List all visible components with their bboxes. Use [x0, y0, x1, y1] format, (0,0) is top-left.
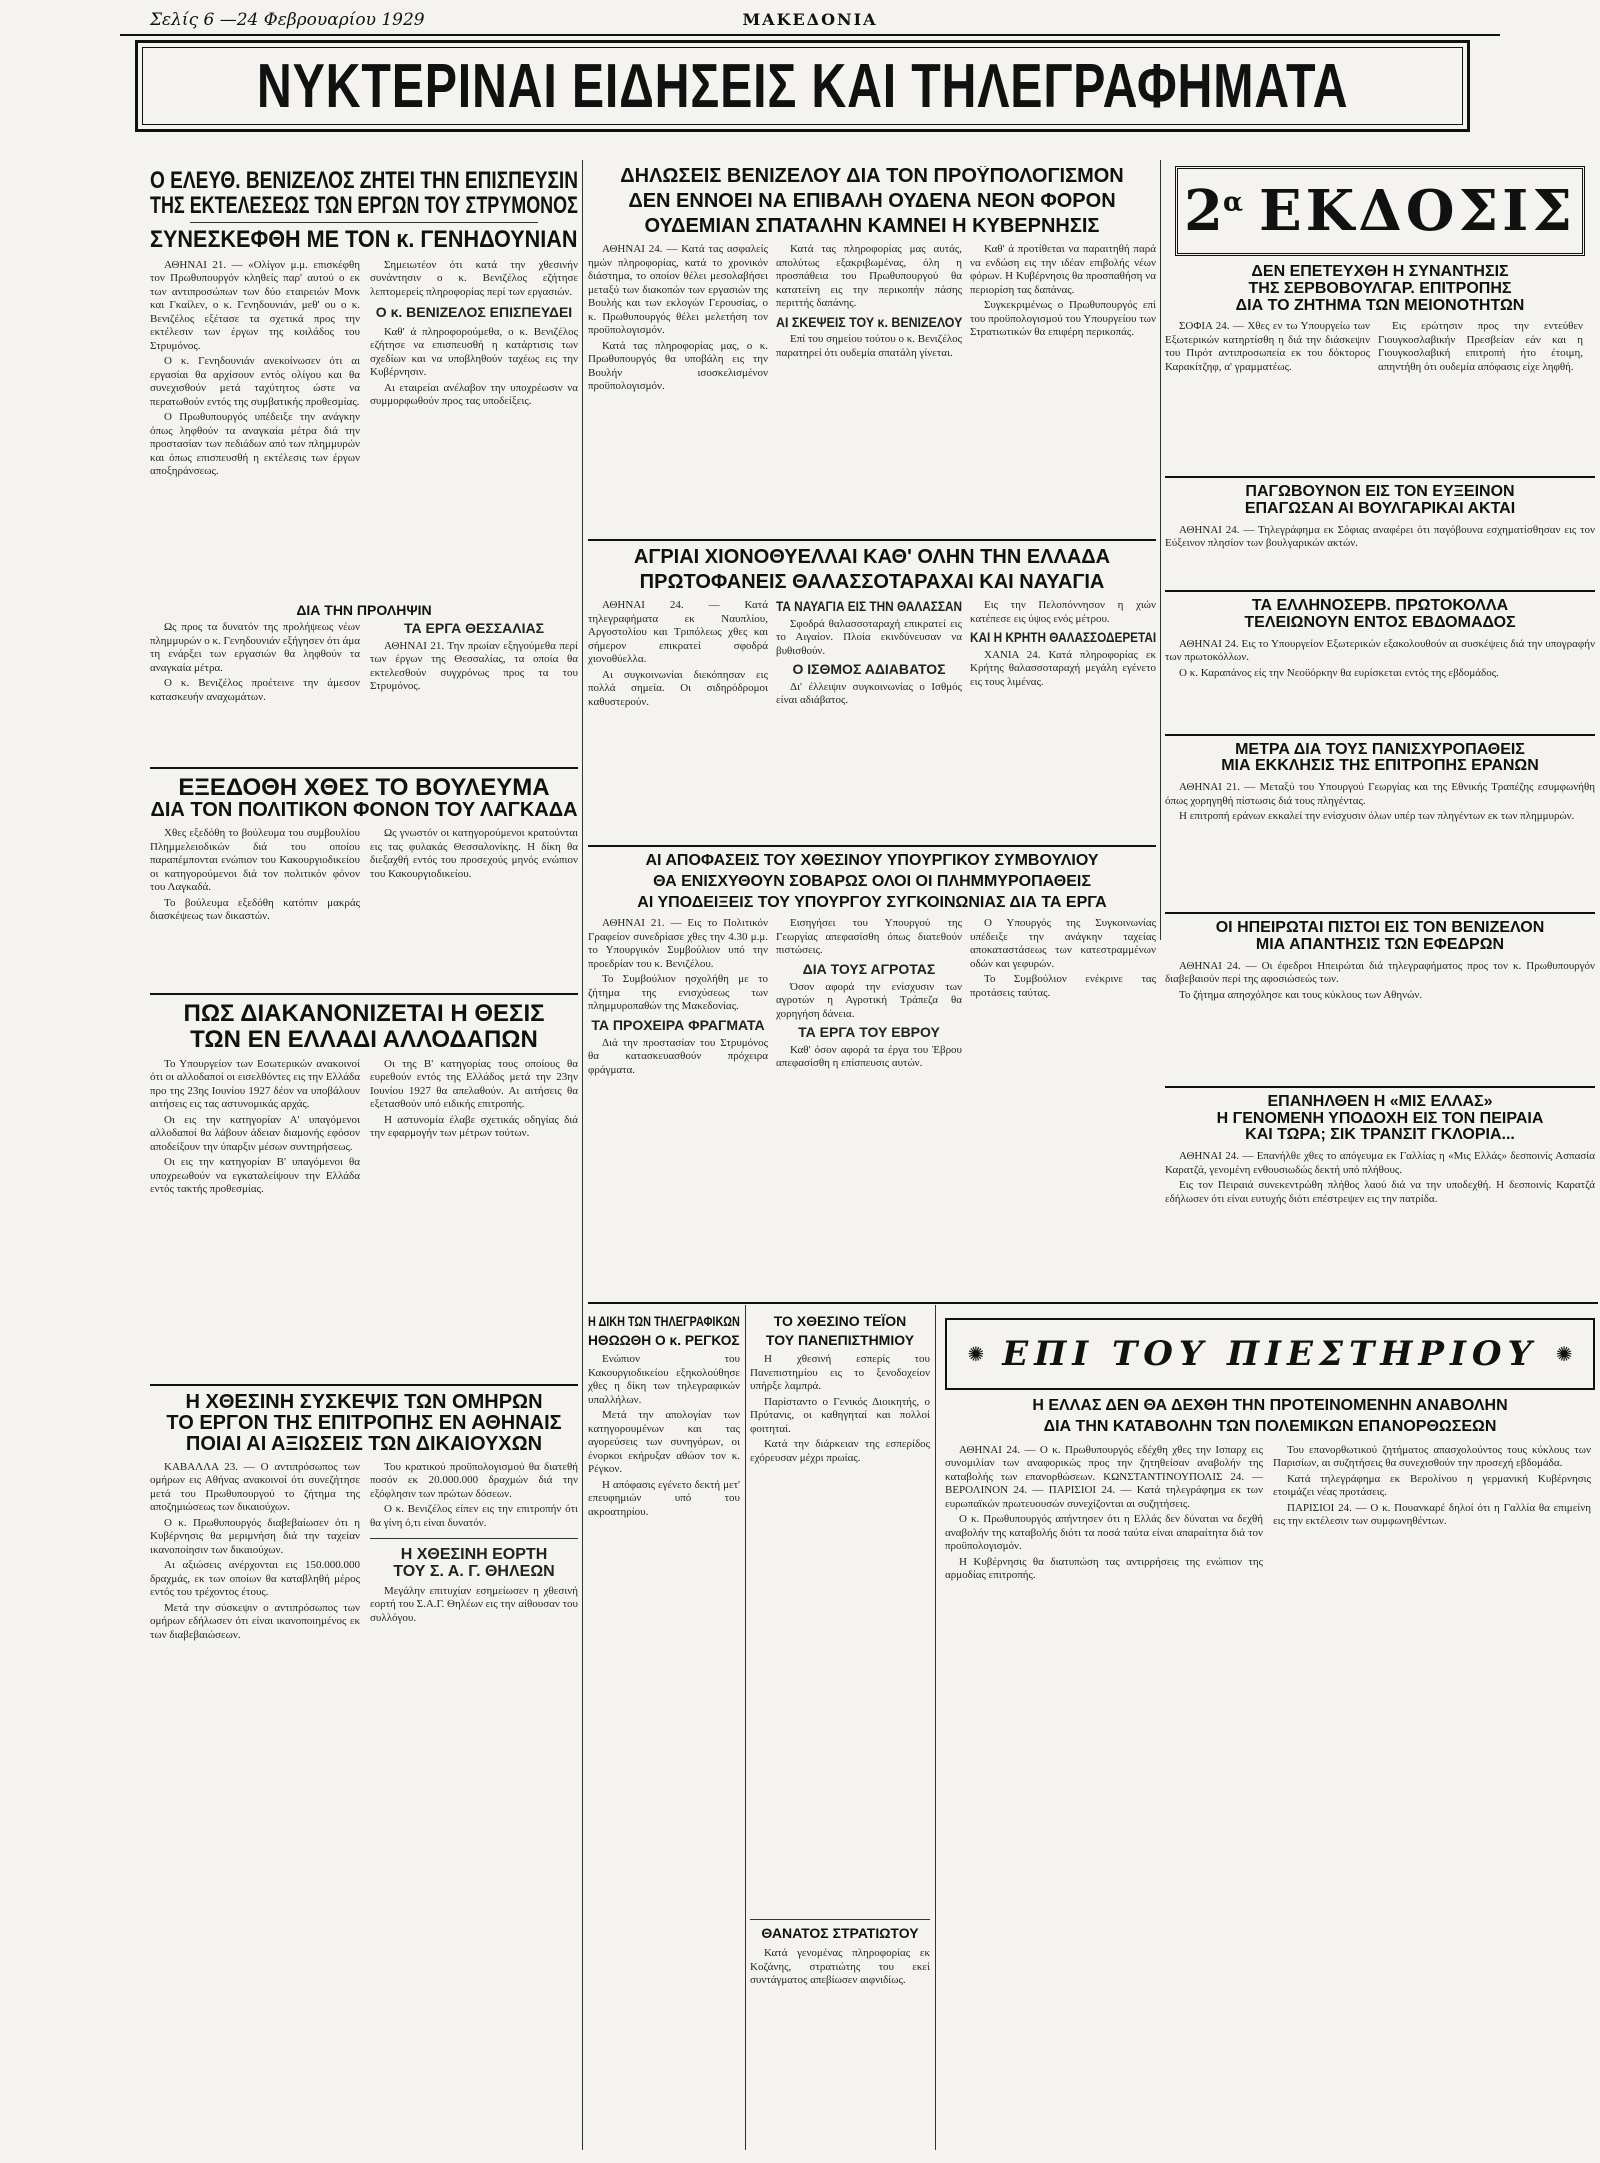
article-body: Του κρατικού προϋπολογισμού θα διατεθή ποσόν εκ 20.000.000 δραχμών διά την εξόφλησιν των πρώτων δόσεων. Ο κ. Βενιζέλος είπεν εις την επιτροπήν ότι θα γίνη ό,τι είναι δυνατόν. Η ΧΘΕΣΙΝΗ ΕΟΡΤΗ ΤΟΥ Σ. Α. Γ. ΘΗΛΕΩΝ Μεγάλην επιτυχίαν εσημείωσεν η χθεσινή εορτή του Σ.Α.Γ. Θηλέων εις την αίθουσαν του συλλόγου. — [370, 1460, 578, 1624]
headline: ΘΑ ΕΝΙΣΧΥΘΟΥΝ ΣΟΒΑΡΩΣ ΟΛΟΙ ΟΙ ΠΛΗΜΜΥΡΟΠΑΘΕΙΣ — [653, 873, 1091, 890]
column-rule — [935, 1305, 936, 2150]
subheading: ΔΙΑ ΤΟΥΣ ΑΓΡΟΤΑΣ — [802, 961, 936, 977]
ornament-glyph: ✺ — [1555, 1342, 1573, 1366]
article-body: ΑΘΗΝΑΙ 21. — Εις το Πολιτικόν Γραφείον συνεδρίασε χθες την 4.30 μ.μ. το Υπουργικόν Συμβούλιον υπό την προεδρίαν του κ. Βενιζέλου. Το Συμβούλιον ησχολήθη με το ζήτημα της ενισχύσεως των πλημμυροπαθών της Μακεδονίας. ΤΑ ΠΡΟΧΕΙΡΑ ΦΡΑΓΜΑΤΑ Διά την προστασίαν του Στρυμόνος θα κατασκευασθούν πρόχειρα φράγματα. — [588, 917, 768, 1076]
column-rule — [745, 1305, 746, 2150]
headline: ΚΑΙ ΤΩΡΑ; ΣΙΚ ΤΡΑΝΣΙΤ ΓΚΛΟΡΙΑ... — [1245, 1127, 1515, 1144]
headline: ΤΟ ΧΘΕΣΙΝΟ ΤΕΪΟΝ — [773, 1314, 907, 1329]
article-body: ΑΘΗΝΑΙ 24. — Τηλεγράφημα εκ Σόφιας αναφέρει ότι παγόβουνα εσχηματίσθησαν εις τον Εύξεινον πλησίον των βουλγαρικών ακτών. — [1165, 523, 1595, 550]
article-body: Του επανορθωτικού ζητήματος απασχολούντος τους κύκλους των Παρισίων, αι συζητήσεις θα συνεχισθούν την προσεχή εβδομάδα. Κατά τηλεγράφημα εκ Βερολίνου η γερμανική Κυβέρνησις ετοιμάζει νέας προτάσεις. ΠΑΡΙΣΙΟΙ 24. — Ο κ. Πουανκαρέ δηλοί ότι η Γαλλία θα επιμείνη εις την εκτέλεσιν των συμφωνηθέντων. — [1273, 1443, 1591, 1528]
stop-press-banner — [945, 1318, 1595, 1390]
headline: ΗΘΩΩΘΗ Ο κ. ΡΕΓΚΟΣ — [588, 1331, 740, 1348]
headline: ΤΟΥ ΠΑΝΕΠΙΣΤΗΜΙΟΥ — [765, 1332, 915, 1348]
article-body: Η χθεσινή εσπερίς του Πανεπιστημίου εις το ξενοδοχείον υπήρξε λαμπρά. Παρίσταντο ο Γενικός Διοικητής, ο Πρύτανις, οι καθηγηταί και πολλοί φοιτηταί. Κατά την διάρκειαν της εσπερίδος εχόρευσαν μέχρι πρωίας. — [750, 1353, 930, 1464]
folio-date: Σελίς 6 —24 Φεβρουαρίου 1929 — [150, 10, 425, 30]
headline: ΔΙΑ ΤΟ ΖΗΤΗΜΑ ΤΩΝ ΜΕΙΟΝΟΤΗΤΩΝ — [1235, 297, 1525, 314]
headline: Η ΧΘΕΣΙΝΗ ΣΥΣΚΕΨΙΣ ΤΩΝ ΟΜΗΡΩΝ — [185, 1391, 543, 1413]
headline: ΕΞΕΔΟΘΗ ΧΘΕΣ ΤΟ ΒΟΥΛΕΥΜΑ — [178, 775, 550, 801]
headline: ΠΩΣ ΔΙΑΚΑΝΟΝΙΖΕΤΑΙ Η ΘΕΣΙΣ — [183, 1001, 545, 1027]
headline: ΤΗΣ ΕΚΤΕΛΕΣΕΩΣ ΤΩΝ ΕΡΓΩΝ ΤΟΥ ΣΤΡΥΜΟΝΟΣ — [150, 192, 578, 220]
headline: ΑΙ ΥΠΟΔΕΙΞΕΙΣ ΤΟΥ ΥΠΟΥΡΓΟΥ ΣΥΓΚΟΙΝΩΝΙΑΣ ΔΙΑ ΤΑ ΕΡΓΑ — [637, 894, 1107, 911]
article-body: Χθες εξεδόθη το βούλευμα του συμβουλίου Πλημμελειοδικών διά του οποίου παραπέμπονται ενώπιον του Κακουργιοδικείου οι κατηγορούμενοι διά τον πολιτικόν φόνον του Λαγκαδά. Το βούλευμα εξεδόθη κατόπιν μακράς διασκέψεως των δικαστών. — [150, 827, 360, 923]
article-body: Ο Υπουργός της Συγκοινωνίας υπέδειξε την ανάγκην ταχείας αποκαταστάσεως των κατεστραμμένων οδών και γεφυρών. Το Συμβούλιον ενέκρινε τας προτάσεις ταύτας. — [970, 917, 1156, 999]
headline: ΔΗΛΩΣΕΙΣ ΒΕΝΙΖΕΛΟΥ ΔΙΑ ΤΟΝ ΠΡΟΫΠΟΛΟΓΙΣΜΟΝ — [620, 166, 1124, 187]
folio-masthead: ΜΑΚΕΔΟΝΙΑ — [742, 10, 878, 29]
headline: ΜΙΑ ΕΚΚΛΗΣΙΣ ΤΗΣ ΕΠΙΤΡΟΠΗΣ ΕΡΑΝΩΝ — [1221, 758, 1539, 775]
headline: ΑΙ ΑΠΟΦΑΣΕΙΣ ΤΟΥ ΧΘΕΣΙΝΟΥ ΥΠΟΥΡΓΙΚΟΥ ΣΥΜΒΟΥΛΙΟΥ — [645, 853, 1099, 869]
headline: ΣΥΝΕΣΚΕΦΘΗ ΜΕ ΤΟΝ κ. ΓΕΝΗΔΟΥΝΙΑΝ — [150, 226, 578, 254]
headline: Η ΓΕΝΟΜΕΝΗ ΥΠΟΔΟΧΗ ΕΙΣ ΤΟΝ ΠΕΙΡΑΙΑ — [1216, 1110, 1544, 1127]
headline: ΤΗΣ ΣΕΡΒΟΒΟΥΛΓΑΡ. ΕΠΙΤΡΟΠΗΣ — [1248, 280, 1512, 297]
article-body: Το Υπουργείον των Εσωτερικών ανακοινοί ότι οι αλλοδαποί οι εισελθόντες εις την Ελλάδα προ της 23ης Ιουνίου 1927 δέον να υποβάλουν αιτήσεις εις τας αστυνομικάς αρχάς. Οι εις την κατηγορίαν Α' υπαγόμενοι αλλοδαποί θα λάβουν άδειαν διαμονής εφόσον αποδείξουν την ύπαρξιν μέσων συντηρήσεως. Οι εις την κατηγορίαν Β' υπαγόμενοι θα υποχρεωθούν να εγκαταλείψουν την Ελλάδα εντός τακτής προθεσμίας. — [150, 1057, 360, 1196]
column-right — [1165, 160, 1595, 1300]
headline: ΕΠΑΓΩΣΑΝ ΑΙ ΒΟΥΛΓΑΡΙΚΑΙ ΑΚΤΑΙ — [1244, 501, 1516, 518]
column-center — [588, 160, 1156, 1300]
edition-number: $2^\alpha$ — [1184, 178, 1243, 244]
headline: ΠΟΙΑΙ ΑΙ ΑΞΙΩΣΕΙΣ ΤΩΝ ΔΙΚΑΙΟΥΧΩΝ — [185, 1433, 543, 1455]
section-banner — [135, 40, 1470, 132]
headline: ΑΓΡΙΑΙ ΧΙΟΝΟΘΥΕΛΛΑΙ ΚΑΘ' ΟΛΗΝ ΤΗΝ ΕΛΛΑΔΑ — [633, 547, 1111, 568]
stop-press-column — [945, 1398, 1595, 2148]
section-rule — [588, 1302, 1598, 1304]
subheading: ΤΑ ΠΡΟΧΕΙΡΑ ΦΡΑΓΜΑΤΑ — [591, 1017, 765, 1033]
headline: ΟΙ ΗΠΕΙΡΩΤΑΙ ΠΙΣΤΟΙ ΕΙΣ ΤΟΝ ΒΕΝΙΖΕΛΟΝ — [1215, 920, 1545, 937]
subheading: ΤΑ ΕΡΓΑ ΘΕΣΣΑΛΙΑΣ — [404, 621, 544, 636]
banner-title: ΝΥΚΤΕΡΙΝΑΙ ΕΙΔΗΣΕΙΣ ΚΑΙ ΤΗΛΕΓΡΑΦΗΜΑΤΑ — [256, 51, 1349, 121]
ornament-glyph: ✺ — [967, 1342, 985, 1366]
headline: ΜΕΤΡΑ ΔΙΑ ΤΟΥΣ ΠΑΝΙΣΧΥΡΟΠΑΘΕΙΣ — [1235, 741, 1525, 758]
article-body: ΑΘΗΝΑΙ 21. — Μεταξύ του Υπουργού Γεωργίας και της Εθνικής Τραπέζης εσυμφωνήθη όπως χορηγηθή πίστωσις διά τους πληγέντας. Η επιτροπή εράνων εκκαλεί την ενίσχυσιν όλων υπέρ των πληγέντων εκ των πλημμυρών. — [1165, 781, 1595, 823]
article-body: Ως γνωστόν οι κατηγορούμενοι κρατούνται εις τας φυλακάς Θεσσαλονίκης. Η δίκη θα διεξαχθή εντός του προσεχούς μηνός ενώπιον του Κακουργιοδικείου. — [370, 827, 578, 880]
column-left — [150, 160, 578, 2150]
article-body: Ενώπιον του Κακουργιοδικείου εξηκολούθησε χθες η δίκη των τηλεγραφικών υπαλλήλων. Μετά την απολογίαν των κατηγορουμένων και τας αγορεύσεις των συνηγόρων, οι ένορκοι εκήρυξαν αθώον τον κ. Ρέγκον. Η απόφασις εγένετο δεκτή μετ' επευφημιών υπό του ακροατηρίου. — [588, 1353, 740, 1518]
article-body: ΑΘΗΝΑΙ 24. — Επανήλθε χθες το απόγευμα εκ Γαλλίας η «Μις Ελλάς» δεσποινίς Ασπασία Καρατζά, γενομένη ενθουσιωδώς δεκτή υπό πλήθους. Εις τον Πειραιά συνεκεντρώθη πλήθος λαού διά να την υποδεχθή. Η δεσποινίς Καρατζά εδήλωσεν ότι είναι ευτυχής διότι επέστρεψεν εις την πατρίδα. — [1165, 1150, 1595, 1205]
stop-press-title: ΕΠΙ ΤΟΥ ΠΙΕΣΤΗΡΙΟΥ — [1002, 1334, 1538, 1374]
column-center-left — [588, 1310, 740, 2150]
headline: ΟΥΔΕΜΙΑΝ ΣΠΑΤΑΛΗΝ ΚΑΜΝΕΙ Η ΚΥΒΕΡΝΗΣΙΣ — [644, 216, 1100, 237]
article-body: Καθ' ά προτίθεται να παραιτηθή παρά να ενδώση εις την ιδέαν επιβολής νέων φόρων. Η Κυβέρνησις θα προσπαθήση να περιορίση τας δαπάνας. Συγκεκριμένως ο Πρωθυπουργός επί του προϋπολογισμού του Υπουργείου των Στρατιωτικών θα επιφέρη περικοπάς. — [970, 243, 1156, 338]
headline: ΜΙΑ ΑΠΑΝΤΗΣΙΣ ΤΩΝ ΕΦΕΔΡΩΝ — [1255, 936, 1505, 953]
article-body: ΣΟΦΙΑ 24. — Χθες εν τω Υπουργείω των Εξωτερικών κατηρτίσθη η διά την διάσκεψιν του Πιρότ αντιπροσωπεία εκ του δόκτορος Καρακίτζηφ, α' γραμματέως. — [1165, 320, 1370, 373]
article-body: Εις την Πελοπόννησον η χιών κατέπεσε εις ύψος ενός μέτρου. ΚΑΙ Η ΚΡΗΤΗ ΘΑΛΑΣΣΟΔΕΡΕΤΑΙ ΧΑΝΙΑ 24. Κατά πληροφορίας εκ Κρήτης θαλασσοταραχή μεγάλη εγένετο εις τους λιμένας. — [970, 599, 1156, 688]
headline: ΔΙΑ ΤΗΝ ΚΑΤΑΒΟΛΗΝ ΤΩΝ ΠΟΛΕΜΙΚΩΝ ΕΠΑΝΟΡΘΩΣΕΩΝ — [1043, 1418, 1497, 1435]
article-body: Σημειωτέον ότι κατά την χθεσινήν συνάντησιν ο κ. Βενιζέλος εζήτησε λεπτομερείς πληροφορίας περί των εργασιών. Ο κ. ΒΕΝΙΖΕΛΟΣ ΕΠΙΣΠΕΥΔΕΙ Καθ' ά πληροφορούμεθα, ο κ. Βενιζέλος εζήτησε να επισπευσθή η κατάρτισις των σχεδίων και να υποβληθούν ταχέως εις την Κυβέρνησιν. Αι εταιρείαι ανέλαβον την υποχρέωσιν να συμμορφωθούν προς τας υποδείξεις. — [370, 258, 578, 408]
article-body: ΑΘΗΝΑΙ 24. — Κατά τας ασφαλείς ημών πληροφορίας, κατά το χρονικόν διάστημα, το οποίον θέλει μεσολαβήσει μεταξύ των διακοπών των εργασιών της Βουλής και των εκλογών Γερουσίας, ο κ. Πρωθυπουργός θέλει μελετήση τον προϋπολογισμόν. Κατά τας πληροφορίας μας, ο κ. Πρωθυπουργός θα υποβάλη εις την Βουλήν ισοσκελισμένον προϋπολογισμόν. — [588, 243, 768, 392]
article-body: Ως προς τα δυνατόν της προλήψεως νέων πλημμυρών ο κ. Γενηδουνιάν εξήγησεν ότι άμα τη ενάρξει των εργασιών θα ληφθούν τα αναγκαία μέτρα. Ο κ. Βενιζέλος προέτεινε την άμεσον κατασκευήν αναχωμάτων. — [150, 621, 360, 703]
headline: ΘΑΝΑΤΟΣ ΣΤΡΑΤΙΩΤΟΥ — [761, 1926, 919, 1942]
subheading: ΤΑ ΕΡΓΑ ΤΟΥ ΕΒΡΟΥ — [798, 1025, 940, 1040]
subheading: ΤΑ ΝΑΥΑΓΙΑ ΕΙΣ ΤΗΝ ΘΑΛΑΣΣΑΝ — [776, 599, 962, 614]
article-body: Κατά γενομένας πληροφορίας εκ Κοζάνης, στρατιώτης του εκεί συντάγματος απεβίωσεν αιφνιδίως. — [750, 1947, 930, 1987]
headline: ΔΕΝ ΕΠΕΤΕΥΧΘΗ Η ΣΥΝΑΝΤΗΣΙΣ — [1251, 264, 1509, 280]
article-body: ΤΑ ΝΑΥΑΓΙΑ ΕΙΣ ΤΗΝ ΘΑΛΑΣΣΑΝ Σφοδρά θαλασσοταραχή επικρατεί εις το Αιγαίον. Πλοία εκινδύνευσαν να βυθισθούν. Ο ΙΣΘΜΟΣ ΑΔΙΑΒΑΤΟΣ Δι' έλλειψιν συγκοινωνίας ο Ισθμός είναι αδιάβατος. — [776, 599, 962, 707]
headline: ΤΟ ΕΡΓΟΝ ΤΗΣ ΕΠΙΤΡΟΠΗΣ ΕΝ ΑΘΗΝΑΙΣ — [166, 1412, 562, 1434]
article-body: ΑΘΗΝΑΙ 24. Εις το Υπουργείον Εξωτερικών εξακολουθούν αι συσκέψεις διά την υπογραφήν των πρωτοκόλλων. Ο κ. Καραπάνος είς την Νεοϋόρκην θα ευρίσκεται εντός της εβδομάδος. — [1165, 637, 1595, 679]
article-body: ΑΘΗΝΑΙ 21. — «Ολίγον μ.μ. επισκέφθη τον Πρωθυπουργόν κληθείς παρ' αυτού ο εκ των αντιπροσώπων των δύο εταιρειών Μονκ και Γκαίλεν, ο κ. Γενηδουνιάν, μεθ' ου ο κ. Βενιζέλος εξέτασε τα σχετικά προς την εκτέλεσιν των έργων της κοιλάδος του Στρυμόνος. Ο κ. Γενηδουνιάν ανεκοίνωσεν ότι αι εργασίαι θα αρχίσουν εντός ολίγου και θα συνεχισθούν μετά ταχύτητος ώστε να περατωθούν εντός της συμβατικής προθεσμίας. Ο Πρωθυπουργός υπέδειξε την ανάγκην όπως ληφθούν τα αναγκαία μέτρα διά την προστασίαν των πεδιάδων από των πλημμυρών και όπως επισπευσθή η εκτέλεσις των έργων αποξηράνσεως. — [150, 258, 360, 478]
article-body: Εισηγήσει του Υπουργού της Γεωργίας απεφασίσθη όπως διατεθούν πιστώσεις. ΔΙΑ ΤΟΥΣ ΑΓΡΟΤΑΣ Όσον αφορά την ενίσχυσιν των αγροτών η Αγροτική Τράπεζα θα χορηγήση δάνεια. ΤΑ ΕΡΓΑ ΤΟΥ ΕΒΡΟΥ Καθ' όσον αφορά τα έργα του Έβρου απεφασίσθη η επίσπευσις αυτών. — [776, 917, 962, 1070]
subheading: ΔΙΑ ΤΗΝ ΠΡΟΛΗΨΙΝ — [296, 602, 432, 618]
article-body: Κατά τας πληροφορίας μας αυτάς, απολύτως εξακριβωμένας, όλη η προσπάθεια του Πρωθυπουργού θα κατατείνη εις την περικοπήν πάσης περιττής δαπάνης. ΑΙ ΣΚΕΨΕΙΣ ΤΟΥ κ. ΒΕΝΙΖΕΛΟΥ Επί του σημείου τούτου ο κ. Βενιζέλος παρατηρεί ότι ουδεμία σπατάλη γίνεται. — [776, 243, 962, 359]
headline: Η ΔΙΚΗ ΤΩΝ ΤΗΛΕΓΡΑΦΙΚΩΝ — [588, 1313, 740, 1329]
column-rule — [1160, 160, 1161, 940]
article-body: Οι της Β' κατηγορίας τους οποίους θα ευρεθούν εντός της Ελλάδος μετά την 23ην Ιουνίου 1927 θα απελαθούν. Αι αιτήσεις θα εξετασθούν υπό ειδικής επιτροπής. Η αστυνομία έλαβε σχετικάς οδηγίας διά την εφαρμογήν των μέτρων τούτων. — [370, 1057, 578, 1140]
column-rule — [582, 160, 583, 2150]
article-body: ΑΘΗΝΑΙ 24. — Ο κ. Πρωθυπουργός εδέχθη χθες την Ισπαρχ εις συνομιλίαν των αναφορικώς προς την ζητηθείσαν αναβολήν της καταβολής των επανορθώσεων. ΚΩΝΣΤΑΝΤΙΝΟΥΠΟΛΙΣ 24. — ΒΕΡΟΛΙΝΟΝ 24. — ΠΑΡΙΣΙΟΙ 24. — Κατά τηλεγράφημα εκ των ευρωπαϊκών πρωτευουσών συνεχίζονται αι συζητήσεις. Ο κ. Πρωθυπουργός απήντησεν ότι η Ελλάς δεν δύναται να δεχθή αναβολήν της καταβολής διότι τα ποσά ταύτα είναι απαραίτητα διά τον προϋπολογισμόν. Η Κυβέρνησις θα διατυπώση τας αντιρρήσεις της ενώπιον της αρμοδίας επιτροπής. — [945, 1443, 1263, 1582]
headline: ΠΡΩΤΟΦΑΝΕΙΣ ΘΑΛΑΣΣΟΤΑΡΑΧΑΙ ΚΑΙ ΝΑΥΑΓΙΑ — [639, 572, 1105, 593]
subheading: ΑΙ ΣΚΕΨΕΙΣ ΤΟΥ κ. ΒΕΝΙΖΕΛΟΥ — [776, 313, 962, 330]
column-center-mid — [750, 1310, 930, 2150]
subheading: Ο κ. ΒΕΝΙΖΕΛΟΣ ΕΠΙΣΠΕΥΔΕΙ — [375, 305, 573, 320]
headline: ΤΑ ΕΛΛΗΝΟΣΕΡΒ. ΠΡΩΤΟΚΟΛΛΑ — [1251, 597, 1509, 614]
edition-box — [1175, 166, 1585, 256]
headline: Ο ΕΛΕΥΘ. ΒΕΝΙΖΕΛΟΣ ΖΗΤΕΙ ΤΗΝ ΕΠΙΣΠΕΥΣΙΝ — [150, 167, 578, 194]
headline: ΔΕΝ ΕΝΝΟΕΙ ΝΑ ΕΠΙΒΑΛΗ ΟΥΔΕΝΑ ΝΕΟΝ ΦΟΡΟΝ — [628, 191, 1116, 212]
page-folio — [120, 8, 1500, 36]
headline: ΤΩΝ ΕΝ ΕΛΛΑΔΙ ΑΛΛΟΔΑΠΩΝ — [190, 1026, 538, 1052]
headline: Η ΧΘΕΣΙΝΗ ΕΟΡΤΗ — [400, 1547, 548, 1564]
subheading: Ο ΙΣΘΜΟΣ ΑΔΙΑΒΑΤΟΣ — [792, 662, 946, 677]
headline: ΠΑΓΩΒΟΥΝΟΝ ΕΙΣ ΤΟΝ ΕΥΞΕΙΝΟΝ — [1245, 484, 1515, 501]
article-body: ΑΘΗΝΑΙ 24. — Κατά τηλεγραφήματα εκ Ναυπλίου, Αργοστολίου και Τριπόλεως χθες και σήμερον επικρατεί σφοδρά χιονοθύελλα. Αι συγκοινωνίαι διεκόπησαν εις πολλά σημεία. Οι σιδηρόδρομοι καθυστερούν. — [588, 599, 768, 708]
article-body: ΑΘΗΝΑΙ 24. — Οι έφεδροι Ηπειρώται διά τηλεγραφήματος προς τον κ. Πρωθυπουργόν διαβεβαιούν περί της αφοσιώσεώς των. Το ζήτημα απησχόλησε και τους κύκλους των Αθηνών. — [1165, 959, 1595, 1001]
article-body: ΚΑΒΑΛΛΑ 23. — Ο αντιπρόσωπος των ομήρων εις Αθήνας ανακοινοί ότι συνεζήτησε μετά του Πρωθυπουργού το ζήτημα της αποζημιώσεως των δικαιούχων. Ο κ. Πρωθυπουργός διαβεβαίωσεν ότι η Κυβέρνησις θα μεριμνήση διά την ταχείαν ικανοποίησιν των δικαιούχων. Αι αξιώσεις ανέρχονται εις 150.000.000 δραχμάς, εκ των οποίων θα καταβληθή μέρος εντός του τρέχοντος έτους. Μετά την σύσκεψιν ο αντιπρόσωπος των ομήρων εδήλωσεν ότι είναι ικανοποιημένος εκ των διαβεβαιώσεων. — [150, 1460, 360, 1641]
edition-word: ΕΚΔΟΣΙΣ — [1259, 178, 1576, 244]
headline: Η ΕΛΛΑΣ ΔΕΝ ΘΑ ΔΕΧΘΗ ΤΗΝ ΠΡΟΤΕΙΝΟΜΕΝΗΝ ΑΝΑΒΟΛΗΝ — [1032, 1398, 1508, 1414]
subheading: ΚΑΙ Η ΚΡΗΤΗ ΘΑΛΑΣΣΟΔΕΡΕΤΑΙ — [970, 629, 1156, 645]
headline: ΤΟΥ Σ. Α. Γ. ΘΗΛΕΩΝ — [393, 1564, 555, 1581]
headline: ΤΕΛΕΙΩΝΟΥΝ ΕΝΤΟΣ ΕΒΔΟΜΑΔΟΣ — [1244, 614, 1516, 631]
headline: ΔΙΑ ΤΟΝ ΠΟΛΙΤΙΚΟΝ ΦΟΝΟΝ ΤΟΥ ΛΑΓΚΑΔΑ — [150, 800, 578, 822]
article-body: ΤΑ ΕΡΓΑ ΘΕΣΣΑΛΙΑΣ ΑΘΗΝΑΙ 21. Την πρωίαν εξηγούμεθα περί των έργων της Θεσσαλίας, τα οποία θα εκτελεσθούν συγχρόνως προς τα του Στρυμόνος. — [370, 621, 578, 693]
headline: ΕΠΑΝΗΛΘΕΝ Η «ΜΙΣ ΕΛΛΑΣ» — [1267, 1093, 1493, 1110]
article-body: Εις ερώτησιν προς την εντεύθεν Γιουγκοσλαβικήν Πρεσβείαν εάν και η Γιουγκοσλαβική επιτροπή ήτο έτοιμη, απηντήθη ότι ουδεμία απόφασις είχε ληφθή. — [1378, 320, 1583, 373]
